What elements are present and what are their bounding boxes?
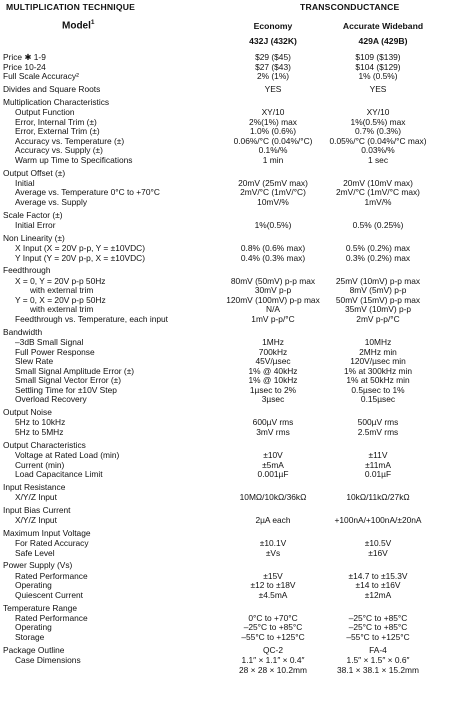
spec-row <box>0 591 450 601</box>
spec-label: 5Hz to 10kHz <box>15 417 66 428</box>
wideband-value: YES <box>369 83 387 94</box>
wideband-value: +100nA/+100nA/±20nA <box>334 515 422 526</box>
wideband-value: –25°C to +85°C <box>348 612 408 623</box>
spec-label: X/Y/Z Input <box>15 515 57 526</box>
spec-group-label: Output Characteristics <box>3 439 86 450</box>
economy-value: 30mV p-p <box>254 285 292 296</box>
wideband-value: 20mV (10mV max) <box>343 177 413 188</box>
model-label <box>62 19 95 31</box>
economy-value: YES <box>264 83 282 94</box>
wideband-value: 0.5µsec to 1% <box>351 384 405 395</box>
spec-row <box>0 633 450 643</box>
economy-value: QC-2 <box>262 644 283 655</box>
wideband-value: –55°C to +125°C <box>346 632 410 642</box>
spec-group-label: Temperature Range <box>3 602 78 613</box>
spec-row <box>0 395 450 405</box>
economy-value: ±4.5mA <box>258 589 288 600</box>
spec-row <box>0 516 450 526</box>
spec-label: Slew Rate <box>15 356 54 367</box>
wideband-value: 10kΩ/11kΩ/27kΩ <box>346 492 410 503</box>
spec-label: Full Power Response <box>15 346 95 357</box>
spec-group-label: Maximum Input Voltage <box>3 527 91 538</box>
wideband-value: 2.5mV rms <box>357 427 399 438</box>
spec-label: Rated Performance <box>15 612 88 623</box>
wideband-value: 1% (0.5%) <box>358 71 398 82</box>
spec-table <box>0 53 450 675</box>
spec-group-label: Package Outline <box>3 644 65 655</box>
economy-value: ±12 to ±18V <box>250 580 296 591</box>
economy-value: 1.0% (0.6%) <box>249 126 297 137</box>
model-label-text: Model <box>62 20 91 32</box>
spec-group-label: Input Resistance <box>3 481 66 492</box>
wideband-value: XY/10 <box>366 106 390 117</box>
wideband-value: 1% at 300kHz min <box>344 365 412 376</box>
economy-value: 10MΩ/10kΩ/36kΩ <box>239 492 307 503</box>
economy-value: 0°C to +70°C <box>248 612 298 623</box>
wideband-value: –25°C to +85°C <box>348 622 408 633</box>
wideband-value: 38.1 × 38.1 × 15.2mm <box>337 664 419 675</box>
spec-label: Accuracy vs. Supply (±) <box>15 145 103 156</box>
economy-value: 1% @ 10kHz <box>248 375 298 386</box>
spec-label: Output Function <box>15 106 75 117</box>
wideband-value: ±11mA <box>365 459 391 470</box>
wideband-value: ±14 to ±16V <box>355 580 401 591</box>
spec-label: Error, External Trim (±) <box>15 126 100 137</box>
economy-value: 1µsec to 2% <box>249 384 297 395</box>
wideband-value: 2MHz min <box>359 346 397 357</box>
spec-label: Storage <box>15 632 45 642</box>
wideband-value: 2mV/°C (1mV/°C max) <box>336 187 420 198</box>
spec-row <box>0 493 450 503</box>
wideband-value: 0.15µsec <box>360 394 396 405</box>
spec-label: Initial <box>15 177 35 188</box>
economy-value: ±Vs <box>265 547 281 558</box>
spec-group-label: Output Offset (±) <box>3 167 66 178</box>
economy-value: 2% (1%) <box>256 71 290 82</box>
economy-column-title: Economy <box>253 21 293 31</box>
spec-row <box>0 428 450 438</box>
spec-label: Rated Performance <box>15 570 88 581</box>
spec-label: X Input (X = 20V p-p, Y = ±10VDC) <box>15 243 145 253</box>
spec-label: Case Dimensions <box>15 654 81 665</box>
spec-label: Average vs. Temperature 0°C to +70°C <box>15 187 160 198</box>
economy-value: 700kHz <box>258 346 288 357</box>
wideband-value: 2mV p-p/°C <box>356 313 400 324</box>
wideband-value: 0.03%/% <box>361 145 395 156</box>
spec-label: Error, Internal Trim (±) <box>15 116 97 127</box>
economy-value: $27 ($43) <box>255 61 291 72</box>
spec-label: Operating <box>15 622 52 633</box>
economy-value: 2mV/°C (1mV/°C) <box>240 187 306 198</box>
economy-value: ±15V <box>263 570 283 581</box>
spec-label: with external trim <box>30 304 94 315</box>
wideband-value: 0.5% (0.25%) <box>352 220 404 231</box>
wideband-value: $109 ($139) <box>355 52 401 62</box>
economy-value: ±10.1V <box>259 538 287 549</box>
spec-group-label: Input Bias Current <box>3 504 71 515</box>
transconductance-heading: TRANSCONDUCTANCE <box>300 2 400 12</box>
wideband-value: FA-4 <box>369 644 387 655</box>
economy-value: 1 min <box>262 154 284 165</box>
economy-value: ±10V <box>263 450 283 460</box>
economy-value: 2%(1%) max <box>249 116 297 127</box>
spec-group-label: Power Supply (Vs) <box>3 560 73 571</box>
spec-row <box>0 72 450 82</box>
wideband-value: ±12mA <box>364 589 392 600</box>
economy-value: 120mV (100mV) p-p max <box>226 294 320 305</box>
spec-label: Small Signal Amplitude Error (±) <box>15 365 135 376</box>
wideband-value: 0.3% (0.2%) max <box>345 252 411 263</box>
spec-label: Initial Error <box>15 220 56 231</box>
spec-row <box>0 156 450 166</box>
spec-row <box>0 198 450 208</box>
wideband-value: 1.5″ × 1.5″ × 0.6″ <box>346 654 410 665</box>
wideband-value: 50mV (15mV) p-p max <box>335 294 421 305</box>
spec-label: Load Capacitance Limit <box>15 469 103 480</box>
spec-label: Full Scale Accuracy² <box>3 71 79 82</box>
wideband-value: 10MHz <box>364 336 392 347</box>
spec-label: Quiescent Current <box>15 589 83 600</box>
wideband-value: 0.7% (0.3%) <box>354 126 402 137</box>
economy-value: 2µA each <box>255 515 291 526</box>
wideband-value: 0.5% (0.2%) max <box>345 243 411 253</box>
wideband-value: 1mV/% <box>364 197 392 208</box>
economy-value: 0.8% (0.6% max) <box>240 243 306 253</box>
spec-group-label: Bandwidth <box>3 326 43 337</box>
economy-value: XY/10 <box>261 106 285 117</box>
spec-label: Warm up Time to Specifications <box>15 154 133 165</box>
economy-value: –25°C to +85°C <box>243 622 303 633</box>
wideband-value: 120V/µsec min <box>350 356 406 367</box>
spec-group-label: Feedthrough <box>3 265 51 276</box>
spec-label: Y Input (Y = 20V p-p, X = ±10VDC) <box>15 252 145 263</box>
economy-value: 10mV/% <box>257 197 289 208</box>
economy-value: 600µV rms <box>252 417 294 428</box>
economy-value: ±5mA <box>262 459 284 470</box>
wideband-column-title: Accurate Wideband <box>342 21 424 31</box>
wideband-value: 500µV rms <box>357 417 399 428</box>
economy-value: $29 ($45) <box>255 52 291 62</box>
multiplication-technique-heading: MULTIPLICATION TECHNIQUE <box>6 2 136 12</box>
wideband-value: ±10.5V <box>364 538 392 549</box>
spec-row <box>0 470 450 480</box>
wideband-value: 1% at 50kHz min <box>346 375 410 386</box>
spec-label: Feedthrough vs. Temperature, each input <box>15 313 169 324</box>
economy-value: 3mV rms <box>256 427 290 438</box>
spec-label: Operating <box>15 580 52 591</box>
spec-label: Voltage at Rated Load (min) <box>15 450 120 460</box>
spec-label: with external trim <box>30 285 94 296</box>
spec-label: Average vs. Supply <box>15 197 88 208</box>
economy-value: 0.06%/°C (0.04%/°C) <box>233 135 313 146</box>
wideband-value: ±16V <box>368 547 388 558</box>
spec-label: Price 10-24 <box>3 61 46 72</box>
spec-label: Accuracy vs. Temperature (±) <box>15 135 125 146</box>
economy-value: 28 × 28 × 10.2mm <box>239 664 307 675</box>
spec-row <box>0 666 450 676</box>
spec-row <box>0 254 450 264</box>
spec-label: Overload Recovery <box>15 394 87 405</box>
wideband-model-number: 429A (429B) <box>358 36 408 46</box>
wideband-value: 0.05%/°C (0.04%/°C max) <box>329 135 427 146</box>
wideband-value: 8mV (5mV) p-p <box>349 285 407 296</box>
wideband-value: 0.01µF <box>364 469 392 480</box>
wideband-value: ±14.7 to ±15.3V <box>348 570 408 581</box>
spec-row <box>0 85 450 95</box>
model-footnote-mark: 1 <box>90 19 95 26</box>
economy-value: 1% @ 40kHz <box>248 365 298 376</box>
economy-value: 1MHz <box>262 336 284 347</box>
spec-label: Price ✱ 1-9 <box>3 52 46 62</box>
wideband-value: $104 ($129) <box>355 61 401 72</box>
spec-label: Small Signal Vector Error (±) <box>15 375 122 386</box>
economy-value: 80mV (50mV) p-p max <box>230 275 316 286</box>
economy-value: 1.1″ × 1.1″ × 0.4″ <box>241 654 305 665</box>
spec-label: 5Hz to 5MHz <box>15 427 64 438</box>
economy-value: –55°C to +125°C <box>241 632 305 642</box>
spec-label: Y = 0, X = 20V p-p 50Hz <box>15 294 106 305</box>
spec-label: Settling Time for ±10V Step <box>15 384 117 395</box>
economy-value: 1mV p-p/°C <box>251 313 295 324</box>
economy-value: 1%(0.5%) <box>254 220 292 231</box>
spec-label: Current (min) <box>15 459 65 470</box>
economy-value: 3µsec <box>261 394 285 405</box>
economy-value: 45V/µsec <box>255 356 291 367</box>
wideband-value: ±11V <box>368 450 388 460</box>
wideband-value: 35mV (10mV) p-p <box>344 304 412 315</box>
spec-group-label: Scale Factor (±) <box>3 209 63 220</box>
spec-label: Divides and Square Roots <box>3 83 101 94</box>
spec-label: For Rated Accuracy <box>15 538 89 549</box>
economy-value: 0.4% (0.3% max) <box>240 252 306 263</box>
spec-row <box>0 315 450 325</box>
wideband-value: 25mV (10mV) p-p max <box>335 275 421 286</box>
spec-row <box>0 549 450 559</box>
economy-value: 20mV (25mV max) <box>238 177 308 188</box>
spec-label: X/Y/Z Input <box>15 492 57 503</box>
wideband-value: 1 sec <box>367 154 389 165</box>
spec-label: X = 0, Y = 20V p-p 50Hz <box>15 275 106 286</box>
wideband-value: 1%(0.5%) max <box>350 116 406 127</box>
spec-group-label: Non Linearity (±) <box>3 232 65 243</box>
economy-value: N/A <box>266 304 280 315</box>
economy-value: 0.1%/% <box>258 145 288 156</box>
economy-value: 0.001µF <box>257 469 289 480</box>
spec-group-label: Multiplication Characteristics <box>3 96 110 107</box>
spec-row <box>0 221 450 231</box>
economy-model-number: 432J (432K) <box>249 36 297 46</box>
spec-label: –3dB Small Signal <box>15 336 84 347</box>
spec-label: Safe Level <box>15 547 55 558</box>
spec-group-label: Output Noise <box>3 407 52 418</box>
